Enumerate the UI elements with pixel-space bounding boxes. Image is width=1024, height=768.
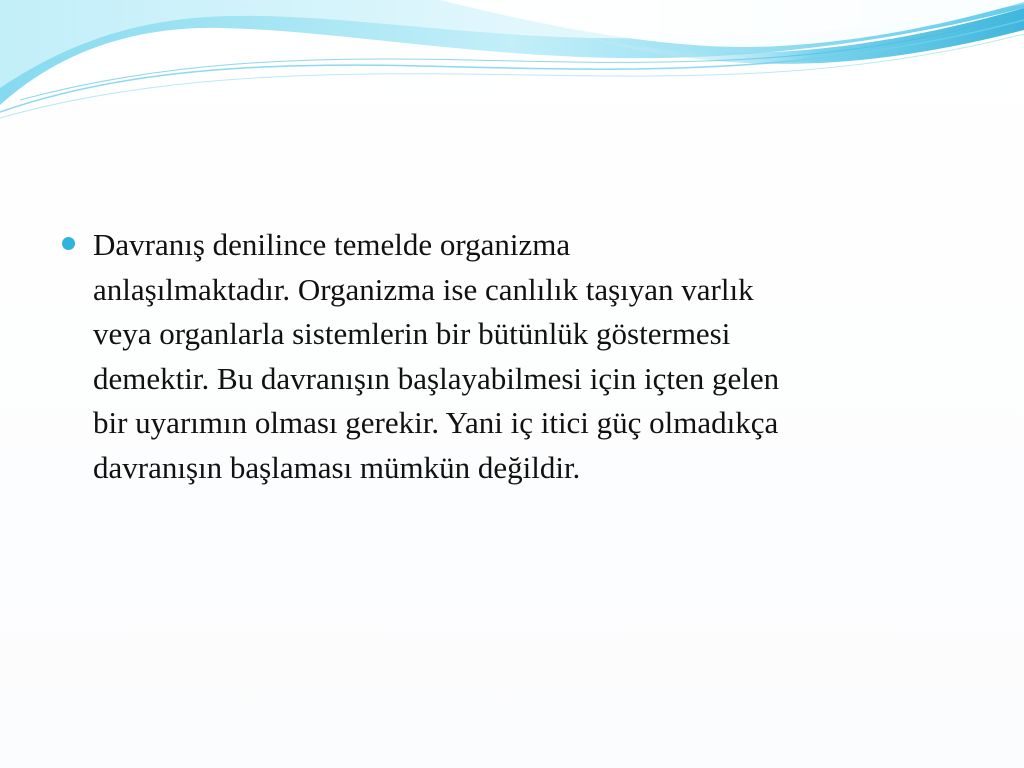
wave-header-decoration <box>0 0 1024 130</box>
bullet-dot-icon <box>62 237 75 250</box>
bullet-item <box>62 223 982 490</box>
bullet-text: Davranış denilince temelde organizma anlaşılmaktadır. Organizma ise canlılık taşıyan varlık veya organlarla sistemlerin bir bütünlük göstermesi demektir. Bu davranışın başlayabilmesi için içten gelen bir uyarımın olması gerekir. Yani iç itici güç olmadıkça davranışın başlaması mümkün değildir. <box>93 227 780 485</box>
content-area <box>62 223 982 490</box>
